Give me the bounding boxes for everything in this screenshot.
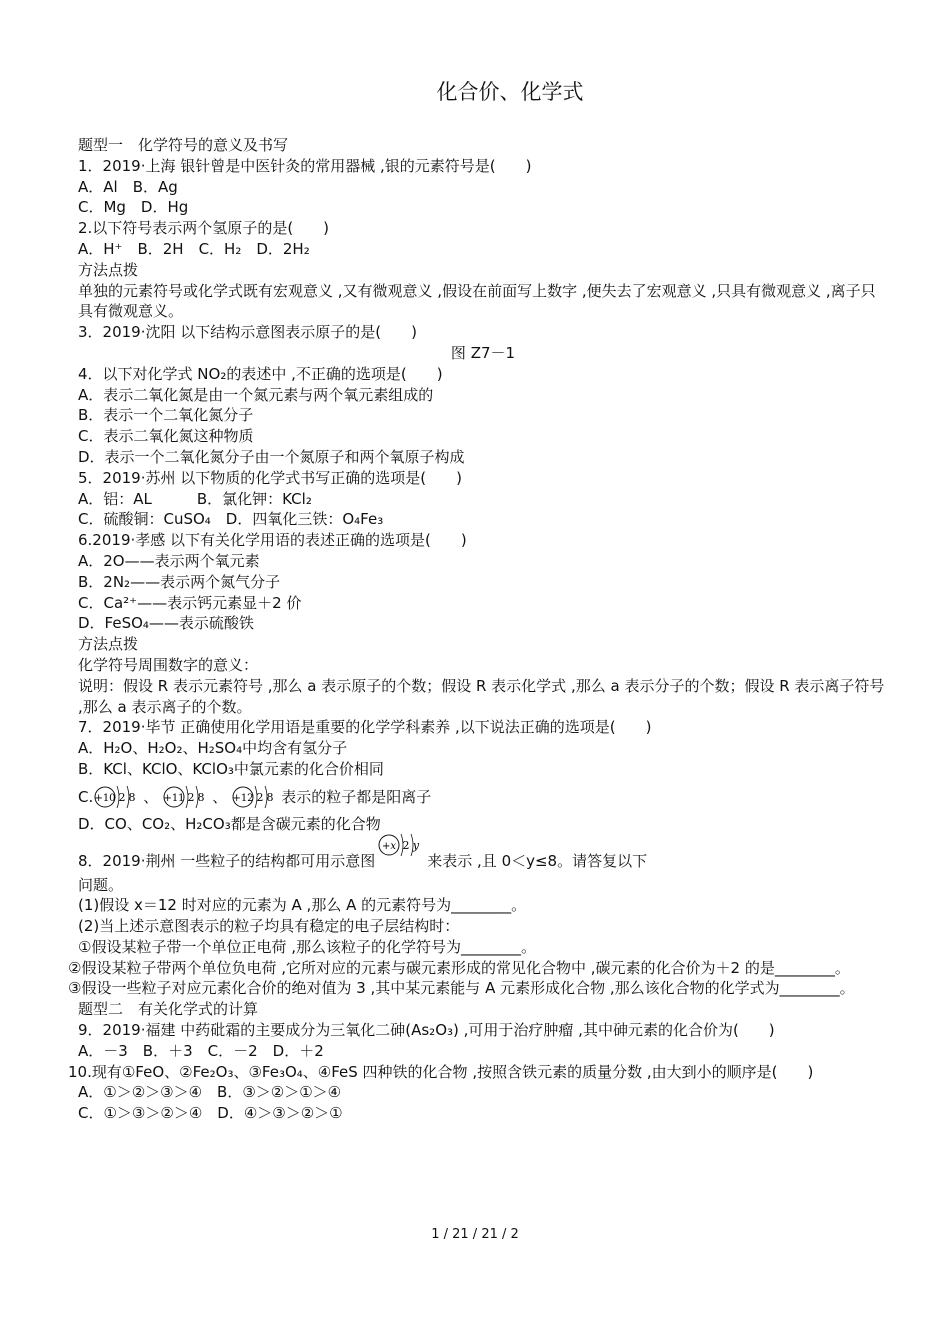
question-2: 2.以下符号表示两个氢原子的是( ): [78, 219, 330, 238]
question-9: 9．2019·福建 中药砒霜的主要成分为三氧化二砷(As₂O₃) ,可用于治疗肿瘤 ,其中砷元素的化合价为( ): [78, 1021, 775, 1040]
question-8-sub-2: ②假设某粒子带两个单位负电荷 ,它所对应的元素与碳元素形成的常见化合物中 ,碳元素的化合价为＋2 的是________。: [68, 958, 850, 977]
question-5: 5．2019·苏州 以下物质的化学式书写正确的选项是( ): [78, 468, 462, 487]
question-8-text-b: 来表示 ,且 0＜y≤8。请答复以下: [427, 851, 648, 870]
options-9: A．－3 B．＋3 C．－2 D．＋2: [78, 1041, 324, 1060]
option-6a: A．2O——表示两个氧元素: [78, 551, 260, 570]
options-2: A．H⁺ B．2H C．H₂ D．2H₂: [78, 239, 310, 258]
question-6: 6.2019·孝感 以下有关化学用语的表述正确的选项是( ): [78, 531, 467, 550]
document-body: [68, 135, 888, 1124]
option-7a: A．H₂O、H₂O₂、H₂SO₄中均含有氢分子: [78, 739, 348, 758]
question-3: 3．2019·沈阳 以下结构示意图表示原子的是( ): [78, 323, 417, 342]
option-7d: D．CO、CO₂、H₂CO₃都是含碳元素的化合物: [78, 814, 381, 833]
nucleus-label: +12: [232, 792, 254, 804]
method-tip-explanation: 说明：假设 R 表示元素符号 ,那么 a 表示原子的个数；假设 R 表示化学式 ,那么 a 表示分子的个数；假设 R 表示离子符号 ,那么 a 表示离子的个数。: [78, 676, 885, 716]
method-tip-subheading: 化学符号周围数字的意义：: [78, 655, 259, 674]
option-6d: D．FeSO₄——表示硫酸铁: [78, 614, 254, 633]
question-7: 7．2019·毕节 正确使用化学用语是重要的化学学科素养 ,以下说法正确的选项是( ): [78, 718, 652, 737]
page-title: 化合价、化学式: [436, 80, 584, 104]
option-7c-label: C.: [78, 787, 94, 806]
general-atom-diagram: [375, 831, 427, 871]
question-4: 4．以下对化学式 NO₂的表述中 ,不正确的选项是( ): [78, 364, 443, 383]
section-heading-2: 题型二 有关化学式的计算: [78, 1000, 259, 1019]
shell-1-count: 2: [118, 790, 126, 804]
options-1cd: C．Mg D．Hg: [78, 198, 189, 217]
options-10ab: A．①＞②＞③＞④ B．③＞②＞①＞④: [78, 1083, 342, 1102]
method-tip-text: 单独的元素符号或化学式既有宏观意义 ,又有微观意义 ,假设在前面写上数字 ,便失去了宏观意义 ,只具有微观意义 ,离子只具有微观意义。: [78, 281, 876, 321]
method-tip-heading-2: 方法点拨: [78, 635, 139, 654]
option-4c: C．表示二氧化氮这种物质: [78, 427, 254, 446]
method-tip-heading: 方法点拨: [78, 260, 139, 279]
atom-diagram-mg: [227, 780, 281, 814]
section-heading: 题型一 化学符号的意义及书写: [78, 136, 289, 154]
question-8-part-1: (1)假设 x＝12 时对应的元素为 A ,那么 A 的元素符号为________。: [78, 896, 527, 915]
option-4b: B．表示一个二氧化氮分子: [78, 406, 254, 425]
question-8-sub-3: ③假设一些粒子对应元素化合价的绝对值为 3 ,其中某元素能与 A 元素形成化合物 ,那么该化合物的化学式为________。: [68, 979, 855, 998]
option-7c-text: 表示的粒子都是阳离子: [281, 788, 432, 807]
options-10cd: C．①＞③＞②＞④ D．④＞③＞②＞①: [78, 1104, 343, 1123]
option-4d: D．表示一个二氧化氮分子由一个氮原子和两个氧原子构成: [78, 447, 465, 466]
nucleus-label: +11: [163, 792, 185, 804]
option-4a: A．表示二氧化氮是由一个氮元素与两个氧元素组成的: [78, 385, 434, 404]
shell-1-count: 2: [402, 838, 410, 852]
nucleus-label: +x: [382, 840, 397, 852]
shell-2-count: 8: [128, 790, 136, 804]
shell-1-count: 2: [256, 790, 264, 804]
question-1: 1．2019·上海 银针曾是中医针灸的常用器械 ,银的元素符号是( ): [78, 156, 532, 175]
option-6b: B．2N₂——表示两个氮气分子: [78, 572, 281, 591]
options-1ab: A．Al B．Ag: [78, 177, 178, 196]
shell-2-count: y: [413, 838, 420, 852]
shell-1-count: 2: [187, 790, 195, 804]
option-7c: [78, 780, 888, 814]
option-7b: B．KCl、KClO、KClO₃中氯元素的化合价相同: [78, 759, 384, 778]
question-8-text-a: 8．2019·荆州 一些粒子的结构都可用示意图: [78, 851, 376, 870]
nucleus-label: +10: [94, 792, 116, 804]
figure-caption: 图 Z7－1: [450, 343, 516, 362]
options-5cd: C．硫酸铜：CuSO₄ D．四氧化三铁：O₄Fe₃: [78, 510, 384, 529]
question-8-sub-1: ①假设某粒子带一个单位正电荷 ,那么该粒子的化学符号为________。: [78, 937, 536, 956]
question-10: 10.现有①FeO、②Fe₂O₃、③Fe₃O₄、④FeS 四种铁的化合物 ,按照含铁元素的质量分数 ,由大到小的顺序是( ): [68, 1062, 814, 1081]
separator: 、: [143, 788, 159, 807]
question-8-part-2: (2)当上述示意图表示的粒子均具有稳定的电子层结构时：: [78, 917, 460, 936]
option-6c: C．Ca²⁺——表示钙元素显＋2 价: [78, 593, 302, 612]
options-5ab: A．铝：AL B．氯化钾：KCl₂: [78, 489, 312, 508]
page-footer: 1 / 21 / 21 / 2: [431, 1227, 519, 1242]
atom-diagram-na: [158, 780, 212, 814]
shell-2-count: 8: [266, 790, 274, 804]
question-8-continued: 问题。: [78, 875, 124, 894]
atom-diagram-ne: [93, 780, 143, 814]
separator: 、: [212, 788, 228, 807]
shell-2-count: 8: [197, 790, 205, 804]
question-8: [78, 835, 888, 875]
